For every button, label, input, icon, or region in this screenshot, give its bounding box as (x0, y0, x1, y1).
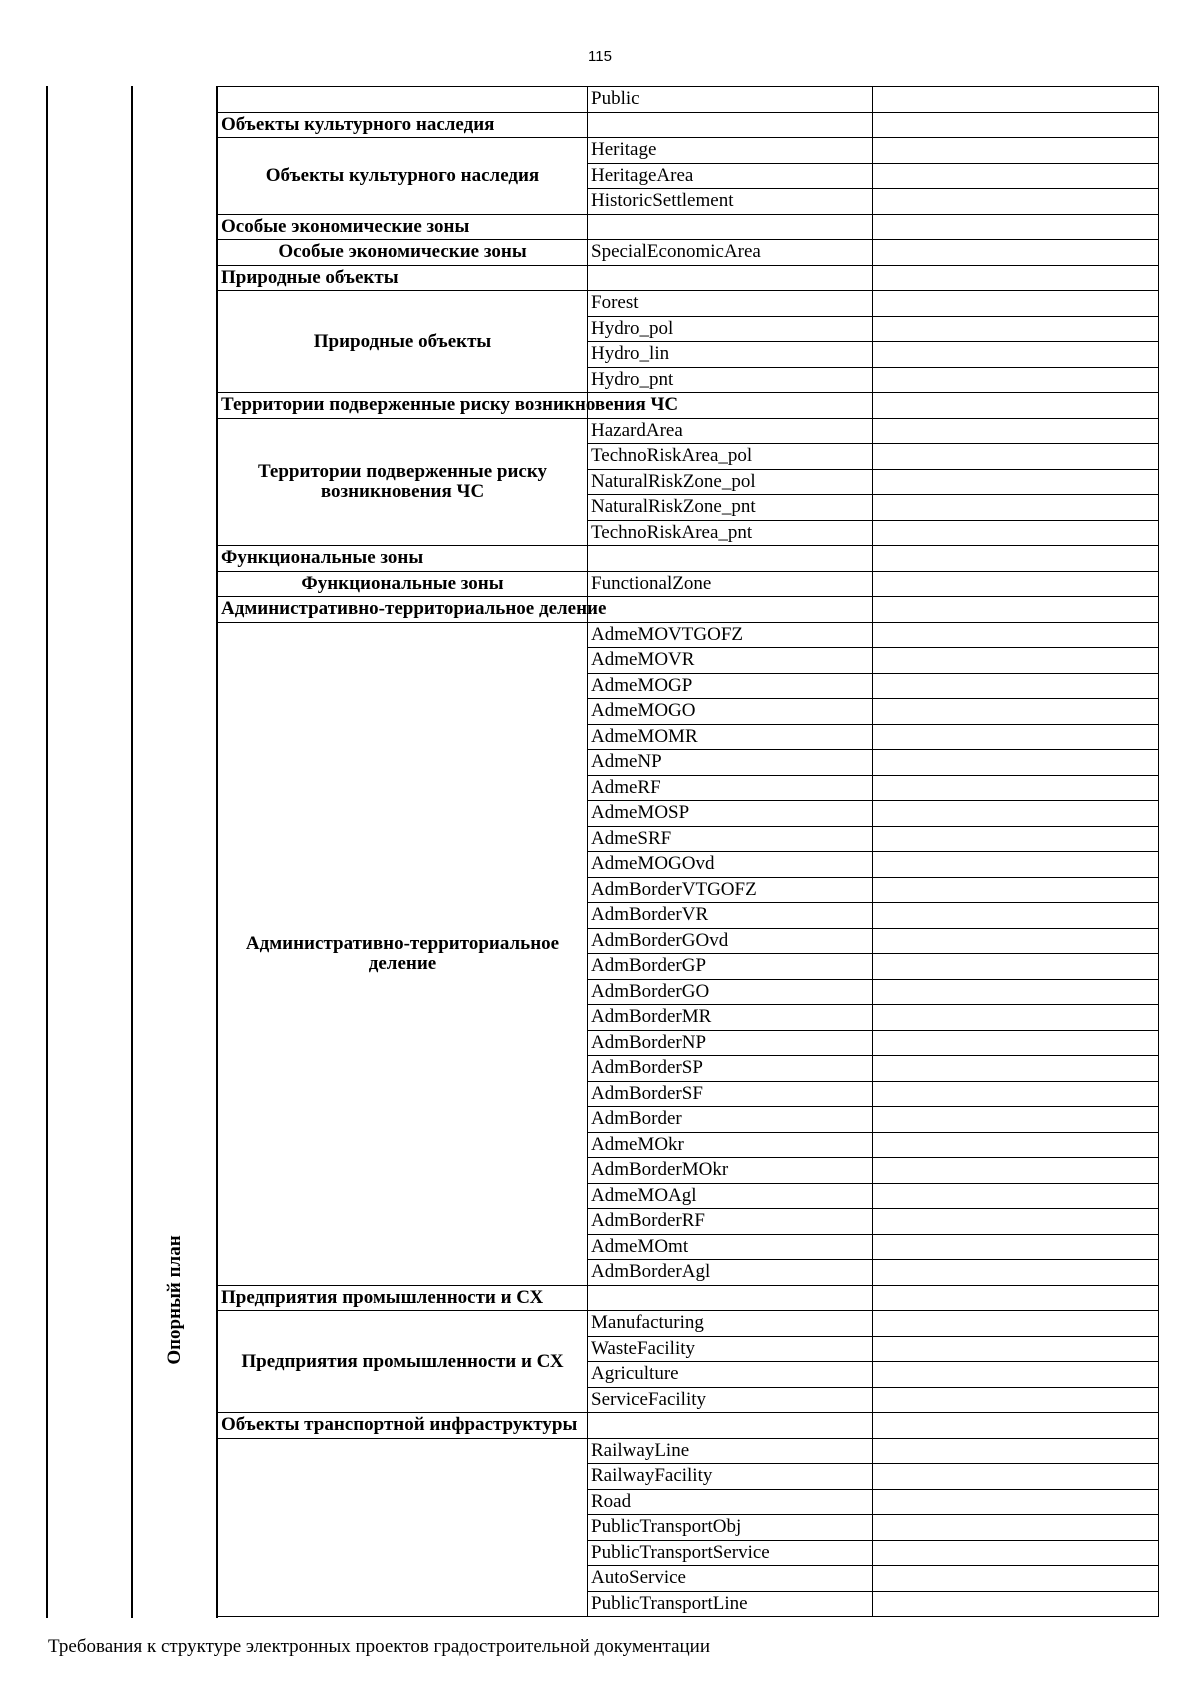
empty-cell (873, 852, 1159, 878)
group-name (218, 1438, 588, 1617)
section-title: Объекты культурного наследия (218, 112, 588, 138)
group-name: Объекты культурного наследия (218, 138, 588, 215)
layer-code: Forest (588, 291, 873, 317)
empty-cell (873, 1540, 1159, 1566)
empty-cell (588, 1413, 873, 1439)
layer-code: AdmeMOVTGOFZ (588, 622, 873, 648)
empty-cell (873, 673, 1159, 699)
layer-code: WasteFacility (588, 1336, 873, 1362)
layer-code: AdmBorderAgl (588, 1260, 873, 1286)
side-label-cell (133, 1000, 217, 1600)
empty-cell (873, 699, 1159, 725)
layer-code: TechnoRiskArea_pol (588, 444, 873, 470)
empty-cell (873, 1464, 1159, 1490)
layer-code: AdmBorderMR (588, 1005, 873, 1031)
section-row (218, 1413, 1159, 1439)
empty-cell (873, 1591, 1159, 1617)
empty-cell (873, 291, 1159, 317)
layer-code: AdmeMOmt (588, 1234, 873, 1260)
section-title: Природные объекты (218, 265, 588, 291)
section-row (218, 265, 1159, 291)
layer-code: HazardArea (588, 418, 873, 444)
layer-code: AdmBorderGOvd (588, 928, 873, 954)
empty-cell (873, 1260, 1159, 1286)
empty-cell (873, 724, 1159, 750)
layer-row (218, 418, 1159, 444)
side-label: Опорный план (164, 1235, 185, 1365)
layer-code: AutoService (588, 1566, 873, 1592)
empty-cell (873, 571, 1159, 597)
layer-code: SpecialEconomicArea (588, 240, 873, 266)
empty-cell (873, 1362, 1159, 1388)
empty-cell (588, 1285, 873, 1311)
layer-code: AdmeMOVR (588, 648, 873, 674)
layer-code: AdmeMOGOvd (588, 852, 873, 878)
layer-code: FunctionalZone (588, 571, 873, 597)
empty-cell (873, 954, 1159, 980)
empty-cell (873, 979, 1159, 1005)
layer-row (218, 622, 1159, 648)
layer-code: AdmeMOSP (588, 801, 873, 827)
empty-cell (873, 316, 1159, 342)
empty-cell (588, 597, 873, 623)
left-border-line (46, 86, 48, 1618)
section-title: Функциональные зоны (218, 546, 588, 572)
group-name: Природные объекты (218, 291, 588, 393)
empty-cell (873, 240, 1159, 266)
empty-cell (873, 163, 1159, 189)
layer-code: AdmeMOAgl (588, 1183, 873, 1209)
layer-code: HistoricSettlement (588, 189, 873, 215)
section-row (218, 597, 1159, 623)
layer-code: Hydro_pol (588, 316, 873, 342)
layer-row (218, 571, 1159, 597)
empty-cell (873, 1489, 1159, 1515)
section-row (218, 112, 1159, 138)
layer-code: AdmeSRF (588, 826, 873, 852)
layer-row (218, 138, 1159, 164)
empty-cell (873, 1515, 1159, 1541)
empty-cell (873, 1311, 1159, 1337)
layer-code: Heritage (588, 138, 873, 164)
empty-cell (873, 367, 1159, 393)
section-row (218, 393, 1159, 419)
layer-code: AdmBorderGP (588, 954, 873, 980)
empty-cell (873, 342, 1159, 368)
layer-code: AdmBorderMOkr (588, 1158, 873, 1184)
empty-cell (873, 1234, 1159, 1260)
section-title: Территории подверженные риску возникновения ЧС (218, 393, 588, 419)
empty-cell (873, 87, 1159, 113)
section-row (218, 1285, 1159, 1311)
layer-code: TechnoRiskArea_pnt (588, 520, 873, 546)
empty-cell (873, 546, 1159, 572)
empty-cell (588, 546, 873, 572)
empty-cell (873, 1387, 1159, 1413)
empty-cell (873, 928, 1159, 954)
empty-cell (873, 1132, 1159, 1158)
layer-code: PublicTransportObj (588, 1515, 873, 1541)
layer-code: AdmeMOkr (588, 1132, 873, 1158)
empty-cell (873, 903, 1159, 929)
empty-cell (873, 1566, 1159, 1592)
layer-code: PublicTransportLine (588, 1591, 873, 1617)
empty-cell (873, 1285, 1159, 1311)
empty-cell (873, 1107, 1159, 1133)
empty-cell (588, 214, 873, 240)
empty-cell (873, 622, 1159, 648)
layer-code: AdmBorderNP (588, 1030, 873, 1056)
section-title: Особые экономические зоны (218, 214, 588, 240)
empty-cell (218, 87, 588, 113)
empty-cell (873, 1081, 1159, 1107)
empty-cell (873, 1158, 1159, 1184)
empty-cell (873, 189, 1159, 215)
empty-cell (873, 648, 1159, 674)
empty-cell (873, 1183, 1159, 1209)
empty-cell (873, 138, 1159, 164)
empty-cell (873, 444, 1159, 470)
empty-cell (873, 214, 1159, 240)
layer-code: AdmBorder (588, 1107, 873, 1133)
page-footer: Требования к структуре электронных проектов градостроительной документации (48, 1636, 711, 1657)
empty-cell (873, 826, 1159, 852)
empty-cell (588, 112, 873, 138)
layer-code: PublicTransportService (588, 1540, 873, 1566)
layer-code: AdmeNP (588, 750, 873, 776)
layer-code: AdmBorderVTGOFZ (588, 877, 873, 903)
empty-cell (873, 265, 1159, 291)
empty-cell (873, 1413, 1159, 1439)
layer-code: AdmBorderSP (588, 1056, 873, 1082)
group-name: Административно-территориальное деление (218, 622, 588, 1285)
group-name: Предприятия промышленности и СХ (218, 1311, 588, 1413)
layer-row (218, 291, 1159, 317)
layer-row (218, 240, 1159, 266)
layer-structure-table (217, 86, 1159, 1617)
layer-code: AdmBorderVR (588, 903, 873, 929)
empty-cell (873, 1030, 1159, 1056)
empty-cell (873, 801, 1159, 827)
layer-code: Road (588, 1489, 873, 1515)
empty-cell (588, 265, 873, 291)
layer-code: AdmBorderRF (588, 1209, 873, 1235)
layer-code: NaturalRiskZone_pnt (588, 495, 873, 521)
layer-code: NaturalRiskZone_pol (588, 469, 873, 495)
empty-cell (873, 1438, 1159, 1464)
layer-code: AdmeMOMR (588, 724, 873, 750)
layer-row (218, 1311, 1159, 1337)
layer-code: RailwayLine (588, 1438, 873, 1464)
layer-row (218, 1438, 1159, 1464)
layer-code: Agriculture (588, 1362, 873, 1388)
layer-code: AdmeRF (588, 775, 873, 801)
empty-cell (873, 112, 1159, 138)
layer-code: AdmeMOGO (588, 699, 873, 725)
group-name: Особые экономические зоны (218, 240, 588, 266)
layer-code: AdmBorderGO (588, 979, 873, 1005)
layer-code: AdmeMOGP (588, 673, 873, 699)
section-row (218, 214, 1159, 240)
layer-code: RailwayFacility (588, 1464, 873, 1490)
empty-cell (873, 469, 1159, 495)
empty-cell (873, 520, 1159, 546)
section-title: Предприятия промышленности и СХ (218, 1285, 588, 1311)
layer-code: Hydro_lin (588, 342, 873, 368)
layer-code: Hydro_pnt (588, 367, 873, 393)
section-title: Объекты транспортной инфраструктуры (218, 1413, 588, 1439)
empty-cell (873, 1209, 1159, 1235)
group-name: Территории подверженные риску возникновения ЧС (218, 418, 588, 546)
layer-code: Public (588, 87, 873, 113)
empty-cell (873, 775, 1159, 801)
empty-cell (873, 750, 1159, 776)
empty-cell (873, 877, 1159, 903)
empty-cell (873, 1336, 1159, 1362)
empty-cell (873, 1056, 1159, 1082)
section-title: Административно-территориальное деление (218, 597, 588, 623)
empty-cell (873, 1005, 1159, 1031)
empty-cell (873, 418, 1159, 444)
layer-code: ServiceFacility (588, 1387, 873, 1413)
layer-code: AdmBorderSF (588, 1081, 873, 1107)
empty-cell (873, 495, 1159, 521)
layer-code: Manufacturing (588, 1311, 873, 1337)
layer-code: HeritageArea (588, 163, 873, 189)
empty-cell (873, 393, 1159, 419)
empty-cell (873, 597, 1159, 623)
layer-row (218, 87, 1159, 113)
page-number: 115 (588, 48, 612, 65)
section-row (218, 546, 1159, 572)
group-name: Функциональные зоны (218, 571, 588, 597)
